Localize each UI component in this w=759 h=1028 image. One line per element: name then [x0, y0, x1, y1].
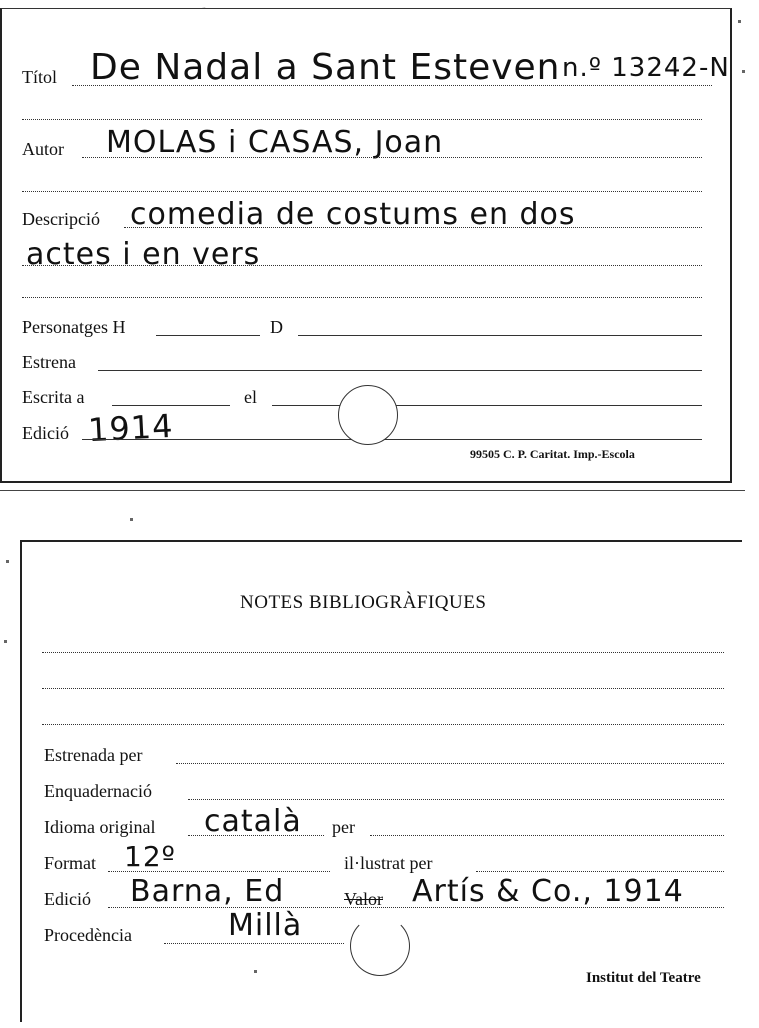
estrena-line: [98, 370, 702, 371]
scan-speck: [6, 560, 9, 563]
autor-label: Autor: [22, 139, 64, 159]
personatges-h-line: [156, 335, 260, 336]
scan-speck: [130, 518, 133, 521]
autor-value: MOLAS i CASAS, Joan: [106, 125, 444, 160]
format-line: [108, 871, 330, 872]
scan-speck: [742, 70, 745, 73]
enquadernacio-line: [188, 799, 724, 800]
per-label: per: [332, 817, 355, 837]
notes-heading: NOTES BIBLIOGRÀFIQUES: [240, 592, 487, 613]
descripcio-line1: comedia de costums en dos: [130, 197, 576, 232]
illustrat-line: [476, 871, 724, 872]
el-label: el: [244, 387, 257, 407]
reference-number: n.º 13242-N: [562, 53, 730, 83]
procedencia-label: Procedència: [44, 925, 132, 945]
scan-speck: [4, 640, 7, 643]
scan-speck: [738, 20, 741, 23]
edicio-label: Edició: [22, 423, 69, 443]
descripcio-line2: actes i en vers: [26, 237, 261, 272]
scan-divider: [0, 490, 745, 491]
catalog-card-title: [0, 8, 732, 483]
titol-label: Títol: [22, 67, 57, 87]
catalog-card-notes: [20, 540, 742, 1022]
idioma-label: Idioma original: [44, 817, 156, 837]
scan-speck: [254, 970, 257, 973]
edicio2-line: [108, 907, 724, 908]
d-label: D: [270, 317, 283, 337]
procedencia-line: [164, 943, 344, 944]
format-value: 12º: [124, 840, 176, 873]
escrita-label: Escrita a: [22, 387, 85, 407]
edicio-value: 1914: [87, 406, 175, 450]
enquadernacio-label: Enquadernació: [44, 781, 152, 801]
personatges-d-line: [298, 335, 702, 336]
titol-line-2: [22, 119, 702, 120]
illustrat-label: il·lustrat per: [344, 853, 433, 873]
edicio2-value-a: Barna, Ed: [130, 874, 285, 909]
idioma-line: [188, 835, 324, 836]
titol-line: [72, 85, 712, 86]
printer-note: 99505 C. P. Caritat. Imp.-Escola: [470, 447, 635, 461]
el-line: [272, 405, 702, 406]
format-label: Format: [44, 853, 96, 873]
punch-hole: [338, 385, 398, 445]
notes-line-2: [42, 688, 724, 689]
notes-line-3: [42, 724, 724, 725]
personatges-label: Personatges H: [22, 317, 126, 337]
notes-line-1: [42, 652, 724, 653]
procedencia-value: Millà: [228, 908, 303, 943]
idioma-value: català: [204, 804, 302, 839]
edicio-line: [82, 439, 702, 440]
punch-hole-2: [350, 916, 410, 976]
autor-line-2: [22, 191, 702, 192]
estrena-label: Estrena: [22, 352, 76, 372]
estrenada-label: Estrenada per: [44, 745, 143, 765]
institut-label: Institut del Teatre: [586, 970, 701, 986]
descripcio-line: [124, 227, 702, 228]
titol-value: De Nadal a Sant Esteven: [90, 47, 561, 88]
estrenada-line: [176, 763, 724, 764]
autor-line: [82, 157, 702, 158]
valor-struck: Valor: [344, 889, 383, 909]
descripcio-label: Descripció: [22, 209, 100, 229]
edicio2-value-b: Artís & Co., 1914: [412, 874, 684, 909]
edicio2-label: Edició: [44, 889, 91, 909]
idioma-per-line: [370, 835, 724, 836]
descripcio-line-2: [22, 265, 702, 266]
descripcio-line-3: [22, 297, 702, 298]
